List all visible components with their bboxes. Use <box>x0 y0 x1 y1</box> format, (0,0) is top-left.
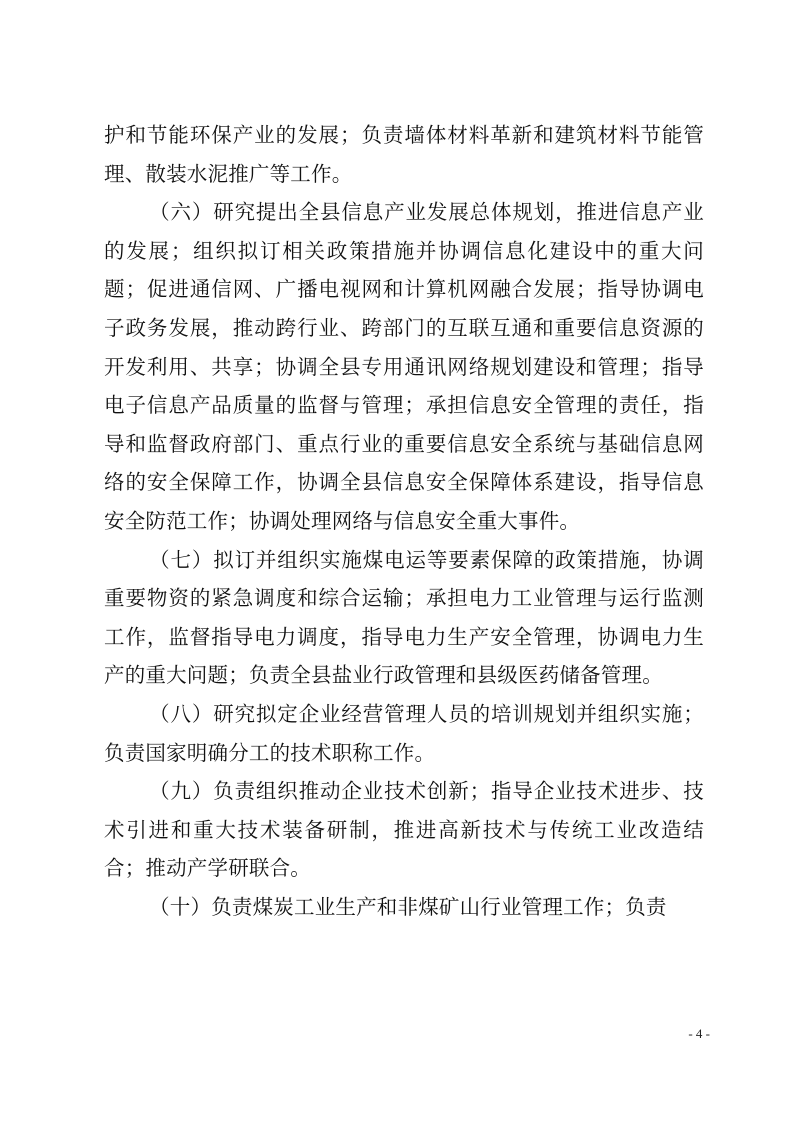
paragraph-item-10: （十）负责煤炭工业生产和非煤矿山行业管理工作；负责 <box>149 894 667 919</box>
paragraph-item-8: （八）研究拟定企业经营管理人员的培训规划并组织实施；负责国家明确分工的技术职称工作。 <box>104 701 704 765</box>
document-body <box>104 116 704 926</box>
paragraph-item-7: （七）拟订并组织实施煤电运等要素保障的政策措施，协调重要物资的紧急调度和综合运输；承担电力工业管理与运行监测工作，监督指导电力调度，指导电力生产安全管理，协调电力生产的重大问题；负责全县盐业行政管理和县级医药储备管理。 <box>104 547 704 688</box>
paragraph-item-6: （六）研究提出全县信息产业发展总体规划，推进信息产业的发展；组织拟订相关政策措施并协调信息化建设中的重大问题；促进通信网、广播电视网和计算机网融合发展；指导协调电子政务发展，推动跨行业、跨部门的互联互通和重要信息资源的开发利用、共享；协调全县专用通讯网络规划建设和管理；指导电子信息产品质量的监督与管理；承担信息安全管理的责任，指导和监督政府部门、重点行业的重要信息安全系统与基础信息网络的安全保障工作，协调全县信息安全保障体系建设，指导信息安全防范工作；协调处理网络与信息安全重大事件。 <box>104 200 704 533</box>
paragraph-continued: 护和节能环保产业的发展；负责墙体材料革新和建筑材料节能管理、散装水泥推广等工作。 <box>104 123 704 186</box>
paragraph-item-9: （九）负责组织推动企业技术创新；指导企业技术进步、技术引进和重大技术装备研制，推进高新技术与传统工业改造结合；推动产学研联合。 <box>104 779 704 881</box>
page-number: - 4 - <box>688 1026 710 1041</box>
